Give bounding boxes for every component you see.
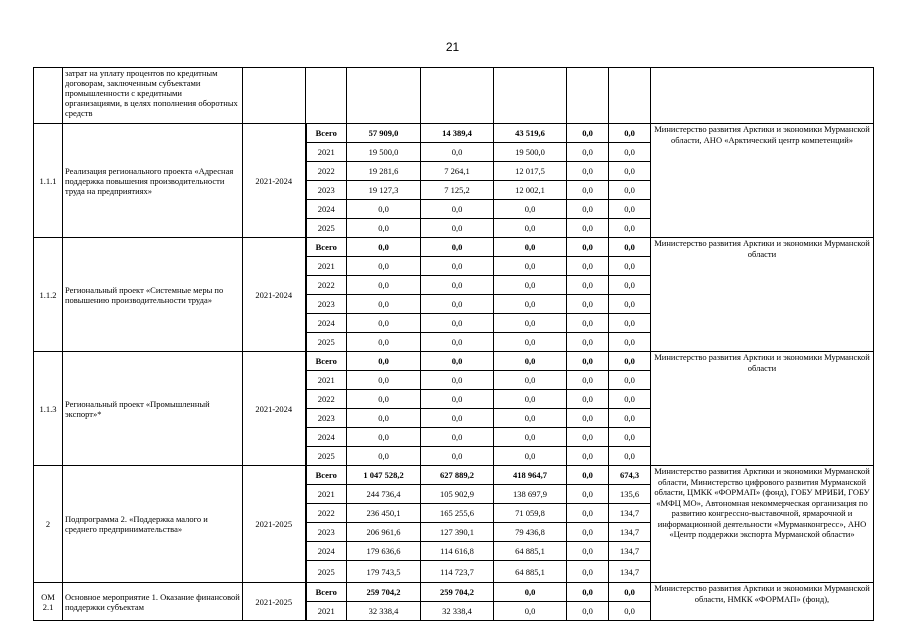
- year-cell: 2021: [306, 257, 347, 276]
- value-cell: 0,0: [567, 238, 609, 257]
- year-cell: 2023: [306, 409, 347, 428]
- value-cell: 259 704,2: [421, 583, 494, 602]
- year-cell: 2025: [306, 447, 347, 466]
- value-cell: 14 389,4: [421, 124, 494, 143]
- value-cell: 0,0: [494, 276, 567, 295]
- year-cell: Всего: [306, 238, 347, 257]
- value-cell: 0,0: [347, 390, 421, 409]
- value-cell: 0,0: [609, 143, 651, 162]
- value-cell: 0,0: [494, 200, 567, 219]
- value-cell: 0,0: [421, 295, 494, 314]
- value-cell: 0,0: [421, 333, 494, 352]
- value-cell: 0,0: [494, 409, 567, 428]
- value-cell: 0,0: [494, 371, 567, 390]
- value-cell: 0,0: [494, 447, 567, 466]
- value-cell: 0,0: [347, 447, 421, 466]
- year-cell: 2021: [306, 371, 347, 390]
- period: 2021-2024: [243, 238, 306, 352]
- budget-table: [33, 67, 874, 621]
- period: 2021-2024: [243, 352, 306, 466]
- value-cell: 0,0: [567, 428, 609, 447]
- value-cell: 0,0: [609, 200, 651, 219]
- row-number: ОМ 2.1: [34, 583, 63, 621]
- row-number: 1.1.2: [34, 238, 63, 352]
- value-cell: 0,0: [494, 314, 567, 333]
- value-cell: 0,0: [567, 257, 609, 276]
- page-number: 21: [445, 40, 460, 54]
- value-cell: 0,0: [494, 219, 567, 238]
- value-cell: 0,0: [567, 314, 609, 333]
- year-cell: 2024: [306, 542, 347, 561]
- value-cell: 64 885,1: [494, 542, 567, 561]
- year-cell: Всего: [306, 352, 347, 371]
- value-cell: 0,0: [421, 276, 494, 295]
- table-row: [34, 124, 874, 143]
- value-cell: 0,0: [609, 314, 651, 333]
- table-row: [34, 352, 874, 371]
- period: 2021-2025: [243, 583, 306, 621]
- value-cell: 0,0: [494, 238, 567, 257]
- value-cell: 0,0: [421, 238, 494, 257]
- value-cell: 19 281,6: [347, 162, 421, 181]
- year-cell: 2022: [306, 276, 347, 295]
- value-cell: 64 885,1: [494, 561, 567, 583]
- year-cell: 2023: [306, 295, 347, 314]
- value-cell: 0,0: [347, 371, 421, 390]
- value-cell: 0,0: [421, 200, 494, 219]
- value-cell: 0,0: [347, 276, 421, 295]
- value-cell: 19 500,0: [494, 143, 567, 162]
- value-cell: 0,0: [567, 561, 609, 583]
- year-cell: 2022: [306, 504, 347, 523]
- value-cell: 134,7: [609, 504, 651, 523]
- value-cell: 134,7: [609, 523, 651, 542]
- value-cell: 0,0: [347, 352, 421, 371]
- activity-name: Региональный проект «Промышленный экспорт»*: [63, 352, 243, 466]
- value-cell: 0,0: [609, 257, 651, 276]
- value-cell: 0,0: [567, 583, 609, 602]
- continued-row: [34, 68, 874, 124]
- executor: Министерство развития Арктики и экономики Мурманской области: [651, 352, 874, 466]
- value-cell: 79 436,8: [494, 523, 567, 542]
- value-cell: 0,0: [609, 162, 651, 181]
- value-cell: 57 909,0: [347, 124, 421, 143]
- continued-text: затрат на уплату процентов по кредитным договорам, заключенным субъектами промышленности с кредитными организациями, в целях пополнения оборотных средств: [63, 68, 243, 124]
- value-cell: 0,0: [347, 314, 421, 333]
- value-cell: 0,0: [347, 238, 421, 257]
- activity-name: Основное мероприятие 1. Оказание финансовой поддержки субъектам: [63, 583, 243, 621]
- value-cell: 32 338,4: [421, 602, 494, 621]
- value-cell: 0,0: [421, 314, 494, 333]
- activity-name: Реализация регионального проекта «Адресная поддержка повышения производительности труда на предприятиях»: [63, 124, 243, 238]
- year-cell: Всего: [306, 124, 347, 143]
- value-cell: 0,0: [567, 181, 609, 200]
- value-cell: 165 255,6: [421, 504, 494, 523]
- row-number: 1.1.1: [34, 124, 63, 238]
- value-cell: 43 519,6: [494, 124, 567, 143]
- year-cell: 2021: [306, 143, 347, 162]
- year-cell: 2025: [306, 333, 347, 352]
- value-cell: 12 017,5: [494, 162, 567, 181]
- value-cell: 0,0: [609, 295, 651, 314]
- value-cell: 0,0: [609, 390, 651, 409]
- value-cell: 418 964,7: [494, 466, 567, 485]
- value-cell: 0,0: [421, 447, 494, 466]
- value-cell: 236 450,1: [347, 504, 421, 523]
- value-cell: 0,0: [421, 219, 494, 238]
- value-cell: 206 961,6: [347, 523, 421, 542]
- value-cell: 0,0: [609, 409, 651, 428]
- value-cell: 0,0: [567, 390, 609, 409]
- value-cell: 0,0: [421, 257, 494, 276]
- value-cell: 134,7: [609, 542, 651, 561]
- value-cell: 0,0: [609, 276, 651, 295]
- value-cell: 114 723,7: [421, 561, 494, 583]
- value-cell: 0,0: [347, 333, 421, 352]
- value-cell: 0,0: [347, 295, 421, 314]
- value-cell: 12 002,1: [494, 181, 567, 200]
- value-cell: 0,0: [567, 542, 609, 561]
- year-cell: 2025: [306, 219, 347, 238]
- year-cell: 2024: [306, 428, 347, 447]
- value-cell: 0,0: [567, 447, 609, 466]
- value-cell: 0,0: [567, 143, 609, 162]
- value-cell: 0,0: [609, 602, 651, 621]
- value-cell: 0,0: [347, 409, 421, 428]
- value-cell: 0,0: [347, 200, 421, 219]
- value-cell: 0,0: [494, 602, 567, 621]
- table-row: [34, 466, 874, 485]
- year-cell: 2022: [306, 390, 347, 409]
- activity-name: Региональный проект «Системные меры по повышению производительности труда»: [63, 238, 243, 352]
- value-cell: 0,0: [609, 428, 651, 447]
- value-cell: 0,0: [567, 276, 609, 295]
- year-cell: 2024: [306, 200, 347, 219]
- executor: Министерство развития Арктики и экономики Мурманской области, Министерство цифрового развития Мурманской области, ЦМКК «ФОРМАП» (фонд), ГОБУ МРИБИ, ГОБУ «МФЦ МО», Автономная некоммерческая организация по развитию конгрессно-выставочной, ярмарочной и информационной деятельности «Мурманконгресс», АНО «Центр поддержки экспорта Мурманской области»: [651, 466, 874, 583]
- year-cell: Всего: [306, 583, 347, 602]
- value-cell: 0,0: [567, 485, 609, 504]
- executor: Министерство развития Арктики и экономики Мурманской области: [651, 238, 874, 352]
- year-cell: 2023: [306, 181, 347, 200]
- value-cell: 0,0: [567, 295, 609, 314]
- value-cell: 0,0: [494, 257, 567, 276]
- value-cell: 0,0: [494, 390, 567, 409]
- value-cell: 32 338,4: [347, 602, 421, 621]
- row-number: 2: [34, 466, 63, 583]
- value-cell: 0,0: [347, 219, 421, 238]
- value-cell: 0,0: [347, 257, 421, 276]
- value-cell: 138 697,9: [494, 485, 567, 504]
- value-cell: 0,0: [609, 219, 651, 238]
- table-row: [34, 583, 874, 602]
- value-cell: 105 902,9: [421, 485, 494, 504]
- value-cell: 627 889,2: [421, 466, 494, 485]
- value-cell: 0,0: [421, 371, 494, 390]
- value-cell: 7 264,1: [421, 162, 494, 181]
- value-cell: 71 059,8: [494, 504, 567, 523]
- year-cell: 2022: [306, 162, 347, 181]
- value-cell: 0,0: [609, 371, 651, 390]
- value-cell: 244 736,4: [347, 485, 421, 504]
- value-cell: 0,0: [567, 409, 609, 428]
- value-cell: 674,3: [609, 466, 651, 485]
- value-cell: 0,0: [494, 352, 567, 371]
- executor: Министерство развития Арктики и экономики Мурманской области, НМКК «ФОРМАП» (фонд),: [651, 583, 874, 621]
- value-cell: 0,0: [421, 143, 494, 162]
- period: 2021-2024: [243, 124, 306, 238]
- value-cell: 0,0: [567, 333, 609, 352]
- value-cell: 0,0: [567, 523, 609, 542]
- value-cell: 7 125,2: [421, 181, 494, 200]
- activity-name: Подпрограмма 2. «Поддержка малого и среднего предпринимательства»: [63, 466, 243, 583]
- value-cell: 0,0: [609, 238, 651, 257]
- period: 2021-2025: [243, 466, 306, 583]
- value-cell: 0,0: [347, 428, 421, 447]
- value-cell: 0,0: [494, 583, 567, 602]
- value-cell: 134,7: [609, 561, 651, 583]
- year-cell: Всего: [306, 466, 347, 485]
- value-cell: 0,0: [567, 371, 609, 390]
- value-cell: 127 390,1: [421, 523, 494, 542]
- value-cell: 0,0: [567, 200, 609, 219]
- value-cell: 19 127,3: [347, 181, 421, 200]
- value-cell: 0,0: [609, 181, 651, 200]
- year-cell: 2025: [306, 561, 347, 583]
- value-cell: 179 636,6: [347, 542, 421, 561]
- value-cell: 0,0: [609, 124, 651, 143]
- value-cell: 0,0: [609, 447, 651, 466]
- value-cell: 0,0: [609, 583, 651, 602]
- table-row: [34, 238, 874, 257]
- value-cell: 0,0: [609, 352, 651, 371]
- year-cell: 2021: [306, 485, 347, 504]
- executor: Министерство развития Арктики и экономики Мурманской области, АНО «Арктический центр компетенций»: [651, 124, 874, 238]
- value-cell: 135,6: [609, 485, 651, 504]
- value-cell: 0,0: [567, 504, 609, 523]
- year-cell: 2023: [306, 523, 347, 542]
- value-cell: 0,0: [567, 602, 609, 621]
- year-cell: 2021: [306, 602, 347, 621]
- value-cell: 0,0: [567, 219, 609, 238]
- value-cell: 0,0: [421, 390, 494, 409]
- value-cell: 0,0: [609, 333, 651, 352]
- year-cell: 2024: [306, 314, 347, 333]
- value-cell: 0,0: [421, 352, 494, 371]
- value-cell: 0,0: [567, 162, 609, 181]
- value-cell: 19 500,0: [347, 143, 421, 162]
- value-cell: 179 743,5: [347, 561, 421, 583]
- value-cell: 259 704,2: [347, 583, 421, 602]
- value-cell: 0,0: [494, 428, 567, 447]
- value-cell: 0,0: [567, 352, 609, 371]
- value-cell: 1 047 528,2: [347, 466, 421, 485]
- row-number: 1.1.3: [34, 352, 63, 466]
- value-cell: 0,0: [567, 466, 609, 485]
- value-cell: 0,0: [494, 333, 567, 352]
- value-cell: 114 616,8: [421, 542, 494, 561]
- value-cell: 0,0: [567, 124, 609, 143]
- value-cell: 0,0: [421, 428, 494, 447]
- value-cell: 0,0: [494, 295, 567, 314]
- value-cell: 0,0: [421, 409, 494, 428]
